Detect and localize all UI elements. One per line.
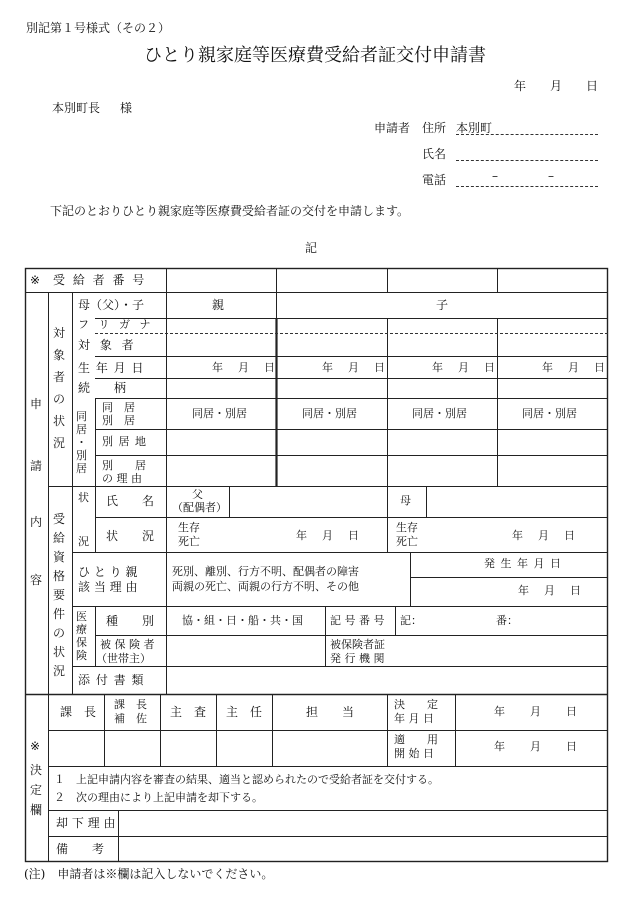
target-person-label: 対 象 者	[78, 338, 137, 352]
separate-location-label: 別 居 地	[102, 435, 147, 448]
remarks-label: 備 考	[56, 842, 105, 856]
birth-date-child-2: 年 月 日	[432, 361, 497, 374]
insurance-type-value[interactable]: 協・組・日・船・共・国	[182, 614, 303, 627]
mother-label: 母	[400, 494, 411, 507]
supervisor-label: 主 査	[170, 705, 207, 719]
together-separate-parent[interactable]: 同居・別居	[192, 407, 247, 420]
parent-header: 親	[212, 298, 225, 312]
birth-date-label: 生 年 月 日	[78, 361, 145, 375]
applicant-label: 申請者	[374, 121, 411, 135]
separate-reason-label: 別 居	[102, 459, 146, 472]
father-alive[interactable]: 生存	[178, 521, 200, 534]
form-number: 別記第１号様式（その２）	[26, 21, 171, 35]
together-separate-child-3[interactable]: 同居・別居	[522, 407, 577, 420]
date-day-label: 日	[586, 79, 599, 93]
symbol-number-label: 記 号 番 号	[330, 614, 385, 627]
mother-alive[interactable]: 生存	[396, 521, 418, 534]
attachments-label: 添 付 書 類	[78, 673, 145, 687]
state-label-1: 状	[78, 491, 89, 504]
furigana-label: フ リ ガ ナ	[78, 318, 154, 331]
relationship-label: 続 柄	[78, 381, 127, 395]
apply-label-1: 申	[30, 397, 43, 411]
together-separate-child-1[interactable]: 同居・別居	[302, 407, 357, 420]
address-label: 住所	[422, 121, 447, 135]
footnote: (注) 申請者は※欄は記入しないでください。	[24, 867, 274, 881]
birth-date-child-1: 年 月 日	[322, 361, 387, 374]
insurance-type-label: 種 別	[106, 614, 155, 628]
deputy-label: 補 佐	[114, 712, 147, 725]
number-value: 番：	[496, 614, 518, 627]
mother-deceased[interactable]: 死亡	[396, 535, 418, 548]
name-label: 氏名	[422, 147, 447, 161]
medical-insurance-label: 医 療 保 険	[76, 610, 87, 662]
target-status-label: 対 象 者 の 状 況	[53, 326, 66, 450]
state-label-2: 況	[78, 535, 89, 548]
requirement-status-label: 受 給 資 格 要 件 の 状 況	[53, 512, 66, 678]
chief-label: 課 長	[60, 705, 97, 719]
apply-start-value: 年 月 日	[494, 740, 578, 753]
father-status-date: 年 月 日	[296, 529, 361, 542]
reason-options-1[interactable]: 死別、離別、行方不明、配偶者の障害	[172, 565, 359, 578]
issuer-label: 発 行 機 関	[330, 652, 385, 665]
separate-side-label: 同 居 ・ 別 居	[76, 410, 87, 475]
birth-date-parent: 年 月 日	[212, 361, 277, 374]
reject-reason-label: 却 下 理 由	[56, 816, 116, 830]
addressee: 本別町長	[52, 101, 101, 115]
insured-label: 被 保 険 者	[100, 638, 155, 651]
child-header: 子	[436, 298, 449, 312]
phone-label: 電話	[422, 173, 447, 187]
together-separate-label: 別 居	[102, 414, 135, 427]
separate-reason-label: の 理 由	[102, 472, 142, 485]
decision-date-label: 年 月 日	[394, 712, 434, 725]
single-parent-label: ひ と り 親	[78, 565, 138, 579]
date-year-label: 年	[514, 79, 527, 93]
occurrence-date-label: 発 生 年 月 日	[484, 557, 562, 570]
apply-label-3: 内	[30, 515, 43, 529]
address-value[interactable]: 本別町	[456, 121, 493, 135]
mark-asterisk: ※	[30, 273, 41, 287]
decision-column-label: 決 定 欄	[30, 763, 43, 817]
decision-mark: ※	[30, 739, 41, 753]
apply-label-4: 容	[30, 573, 43, 587]
decision-date-label: 決 定	[394, 698, 438, 711]
single-parent-label: 該 当 理 由	[78, 580, 138, 594]
intro-text: 下記のとおりひとり親家庭等医療費受給者証の交付を申請します。	[50, 204, 410, 218]
together-separate-child-2[interactable]: 同居・別居	[412, 407, 467, 420]
status-row-label: 状 況	[106, 529, 155, 543]
together-separate-label: 同 居	[102, 401, 135, 414]
honorific: 様	[120, 101, 133, 115]
phone-separator: –	[492, 169, 498, 183]
symbol-value: 記：	[400, 614, 422, 627]
issuer-label: 被保険者証	[330, 638, 385, 651]
apply-start-label: 開 始 日	[394, 747, 434, 760]
name-row-label: 氏 名	[106, 494, 155, 508]
father-label: 父	[192, 488, 203, 501]
ki-heading: 記	[305, 241, 318, 255]
date-month-label: 月	[550, 79, 563, 93]
decision-text-1: １ 上記申請内容を審査の結果、適当と認められたので受給者証を交付する。	[54, 773, 439, 786]
decision-date-value: 年 月 日	[494, 705, 578, 718]
apply-label-2: 請	[30, 459, 43, 473]
reason-options-2[interactable]: 両親の死亡、両親の行方不明、その他	[172, 580, 359, 593]
parent-child-label: 母（父）・子	[78, 298, 145, 312]
father-label: （配偶者）	[172, 501, 227, 514]
apply-start-label: 適 用	[394, 733, 438, 746]
mother-status-date: 年 月 日	[512, 529, 577, 542]
officer-label: 主 任	[226, 705, 263, 719]
page-title: ひとり親家庭等医療費受給者証交付申請書	[144, 45, 486, 66]
father-deceased[interactable]: 死亡	[178, 535, 200, 548]
in-charge-label: 担 当	[306, 705, 355, 719]
phone-separator: –	[548, 169, 554, 183]
recipient-number-label: 受 給 者 番 号	[53, 273, 147, 287]
birth-date-child-3: 年 月 日	[542, 361, 607, 374]
occurrence-date-value: 年 月 日	[518, 584, 583, 597]
insured-label: （世帯主）	[96, 652, 151, 665]
decision-text-2: ２ 次の理由により上記申請を却下する。	[54, 791, 263, 804]
deputy-label: 課 長	[114, 698, 147, 711]
